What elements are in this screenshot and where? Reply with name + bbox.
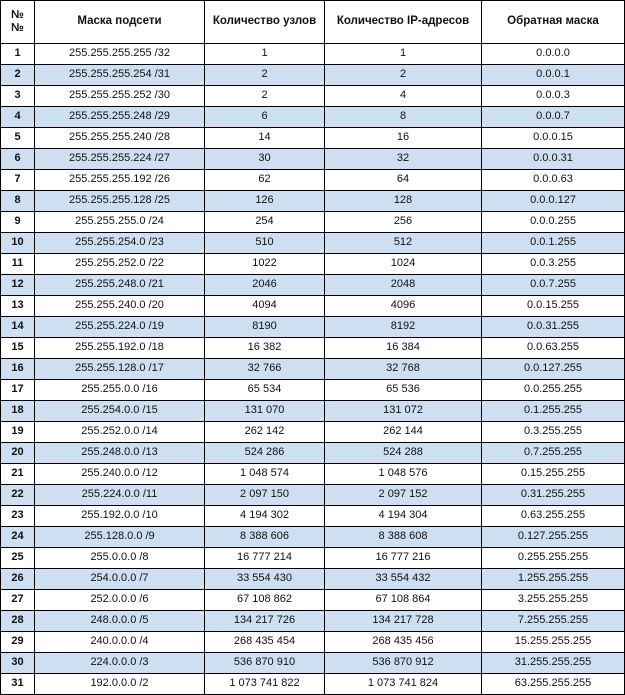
table-row <box>1 401 625 422</box>
cell-host-count: 126 <box>205 191 325 212</box>
cell-ip-count: 16 384 <box>325 338 482 359</box>
cell-ip-count: 4 <box>325 86 482 107</box>
cell-ip-count: 2 <box>325 65 482 86</box>
cell-subnet-mask: 255.255.255.240 /28 <box>35 128 205 149</box>
cell-wildcard-mask: 0.0.255.255 <box>482 380 625 401</box>
cell-host-count: 4094 <box>205 296 325 317</box>
table-row <box>1 86 625 107</box>
cell-host-count: 524 286 <box>205 443 325 464</box>
cell-ip-count: 16 <box>325 128 482 149</box>
cell-wildcard-mask: 0.0.127.255 <box>482 359 625 380</box>
cell-wildcard-mask: 0.0.0.255 <box>482 212 625 233</box>
table-body <box>1 44 625 695</box>
cell-host-count: 1022 <box>205 254 325 275</box>
table-row <box>1 191 625 212</box>
cell-subnet-mask: 252.0.0.0 /6 <box>35 590 205 611</box>
cell-wildcard-mask: 0.0.0.1 <box>482 65 625 86</box>
cell-row-number: 25 <box>1 548 35 569</box>
cell-ip-count: 2 097 152 <box>325 485 482 506</box>
table-row <box>1 590 625 611</box>
cell-row-number: 19 <box>1 422 35 443</box>
cell-ip-count: 536 870 912 <box>325 653 482 674</box>
cell-row-number: 12 <box>1 275 35 296</box>
cell-subnet-mask: 255.255.128.0 /17 <box>35 359 205 380</box>
cell-ip-count: 2048 <box>325 275 482 296</box>
cell-wildcard-mask: 0.255.255.255 <box>482 548 625 569</box>
cell-host-count: 32 766 <box>205 359 325 380</box>
cell-wildcard-mask: 0.1.255.255 <box>482 401 625 422</box>
cell-row-number: 9 <box>1 212 35 233</box>
table-header-row <box>1 1 625 44</box>
cell-subnet-mask: 255.255.248.0 /21 <box>35 275 205 296</box>
cell-host-count: 4 194 302 <box>205 506 325 527</box>
cell-host-count: 16 382 <box>205 338 325 359</box>
cell-host-count: 536 870 910 <box>205 653 325 674</box>
cell-host-count: 131 070 <box>205 401 325 422</box>
cell-ip-count: 16 777 216 <box>325 548 482 569</box>
cell-host-count: 510 <box>205 233 325 254</box>
cell-row-number: 8 <box>1 191 35 212</box>
cell-subnet-mask: 248.0.0.0 /5 <box>35 611 205 632</box>
cell-row-number: 20 <box>1 443 35 464</box>
table-row <box>1 212 625 233</box>
cell-ip-count: 32 768 <box>325 359 482 380</box>
cell-subnet-mask: 255.255.255.0 /24 <box>35 212 205 233</box>
cell-wildcard-mask: 0.127.255.255 <box>482 527 625 548</box>
cell-ip-count: 8192 <box>325 317 482 338</box>
cell-row-number: 5 <box>1 128 35 149</box>
cell-wildcard-mask: 0.0.31.255 <box>482 317 625 338</box>
cell-row-number: 23 <box>1 506 35 527</box>
cell-subnet-mask: 255.0.0.0 /8 <box>35 548 205 569</box>
cell-ip-count: 131 072 <box>325 401 482 422</box>
cell-ip-count: 67 108 864 <box>325 590 482 611</box>
cell-ip-count: 1 <box>325 44 482 65</box>
cell-wildcard-mask: 0.63.255.255 <box>482 506 625 527</box>
cell-row-number: 29 <box>1 632 35 653</box>
cell-subnet-mask: 255.224.0.0 /11 <box>35 485 205 506</box>
cell-ip-count: 33 554 432 <box>325 569 482 590</box>
cell-host-count: 1 048 574 <box>205 464 325 485</box>
cell-host-count: 6 <box>205 107 325 128</box>
column-header-wildcard-mask: Обратная маска <box>482 1 625 44</box>
cell-subnet-mask: 255.255.255.254 /31 <box>35 65 205 86</box>
cell-host-count: 16 777 214 <box>205 548 325 569</box>
column-header-ip-count: Количество IP-адресов <box>325 1 482 44</box>
cell-host-count: 33 554 430 <box>205 569 325 590</box>
cell-host-count: 8190 <box>205 317 325 338</box>
cell-subnet-mask: 255.248.0.0 /13 <box>35 443 205 464</box>
cell-ip-count: 8 388 608 <box>325 527 482 548</box>
cell-subnet-mask: 255.255.252.0 /22 <box>35 254 205 275</box>
cell-row-number: 21 <box>1 464 35 485</box>
cell-row-number: 28 <box>1 611 35 632</box>
cell-subnet-mask: 255.255.224.0 /19 <box>35 317 205 338</box>
table-row <box>1 443 625 464</box>
table-row <box>1 653 625 674</box>
cell-row-number: 10 <box>1 233 35 254</box>
table-row <box>1 569 625 590</box>
cell-wildcard-mask: 0.0.15.255 <box>482 296 625 317</box>
cell-subnet-mask: 255.128.0.0 /9 <box>35 527 205 548</box>
cell-subnet-mask: 255.255.255.128 /25 <box>35 191 205 212</box>
cell-subnet-mask: 255.255.254.0 /23 <box>35 233 205 254</box>
cell-wildcard-mask: 3.255.255.255 <box>482 590 625 611</box>
cell-host-count: 8 388 606 <box>205 527 325 548</box>
cell-row-number: 14 <box>1 317 35 338</box>
column-header-number: №№ <box>1 1 35 44</box>
cell-wildcard-mask: 0.3.255.255 <box>482 422 625 443</box>
cell-host-count: 2046 <box>205 275 325 296</box>
cell-wildcard-mask: 0.0.0.31 <box>482 149 625 170</box>
cell-wildcard-mask: 0.0.3.255 <box>482 254 625 275</box>
cell-wildcard-mask: 0.0.0.7 <box>482 107 625 128</box>
cell-host-count: 65 534 <box>205 380 325 401</box>
cell-subnet-mask: 192.0.0.0 /2 <box>35 674 205 695</box>
cell-row-number: 27 <box>1 590 35 611</box>
cell-ip-count: 268 435 456 <box>325 632 482 653</box>
cell-ip-count: 64 <box>325 170 482 191</box>
cell-ip-count: 134 217 728 <box>325 611 482 632</box>
cell-host-count: 254 <box>205 212 325 233</box>
table-row <box>1 674 625 695</box>
cell-wildcard-mask: 0.0.0.0 <box>482 44 625 65</box>
cell-wildcard-mask: 0.0.1.255 <box>482 233 625 254</box>
cell-wildcard-mask: 7.255.255.255 <box>482 611 625 632</box>
cell-subnet-mask: 255.255.255.252 /30 <box>35 86 205 107</box>
table-row <box>1 296 625 317</box>
table-row <box>1 317 625 338</box>
cell-row-number: 13 <box>1 296 35 317</box>
cell-ip-count: 524 288 <box>325 443 482 464</box>
cell-ip-count: 32 <box>325 149 482 170</box>
cell-row-number: 7 <box>1 170 35 191</box>
table-row <box>1 170 625 191</box>
table-row <box>1 548 625 569</box>
cell-ip-count: 4 194 304 <box>325 506 482 527</box>
cell-subnet-mask: 254.0.0.0 /7 <box>35 569 205 590</box>
table-row <box>1 485 625 506</box>
column-header-subnet-mask: Маска подсети <box>35 1 205 44</box>
table-row <box>1 149 625 170</box>
cell-row-number: 16 <box>1 359 35 380</box>
table-row <box>1 632 625 653</box>
cell-ip-count: 1 048 576 <box>325 464 482 485</box>
cell-wildcard-mask: 0.0.0.127 <box>482 191 625 212</box>
cell-host-count: 2 <box>205 65 325 86</box>
cell-subnet-mask: 255.255.0.0 /16 <box>35 380 205 401</box>
cell-subnet-mask: 255.255.255.224 /27 <box>35 149 205 170</box>
cell-host-count: 2 097 150 <box>205 485 325 506</box>
cell-row-number: 2 <box>1 65 35 86</box>
table-row <box>1 611 625 632</box>
cell-ip-count: 256 <box>325 212 482 233</box>
cell-wildcard-mask: 0.0.0.63 <box>482 170 625 191</box>
cell-ip-count: 512 <box>325 233 482 254</box>
table-row <box>1 338 625 359</box>
cell-host-count: 262 142 <box>205 422 325 443</box>
cell-subnet-mask: 255.255.255.192 /26 <box>35 170 205 191</box>
table-row <box>1 65 625 86</box>
cell-ip-count: 1 073 741 824 <box>325 674 482 695</box>
cell-row-number: 1 <box>1 44 35 65</box>
cell-row-number: 31 <box>1 674 35 695</box>
cell-row-number: 26 <box>1 569 35 590</box>
cell-host-count: 1 073 741 822 <box>205 674 325 695</box>
cell-wildcard-mask: 31.255.255.255 <box>482 653 625 674</box>
cell-wildcard-mask: 15.255.255.255 <box>482 632 625 653</box>
cell-subnet-mask: 224.0.0.0 /3 <box>35 653 205 674</box>
table-row <box>1 422 625 443</box>
cell-host-count: 30 <box>205 149 325 170</box>
table-row <box>1 359 625 380</box>
cell-wildcard-mask: 0.0.7.255 <box>482 275 625 296</box>
cell-host-count: 67 108 862 <box>205 590 325 611</box>
cell-row-number: 30 <box>1 653 35 674</box>
cell-ip-count: 65 536 <box>325 380 482 401</box>
table-row <box>1 380 625 401</box>
cell-row-number: 17 <box>1 380 35 401</box>
cell-subnet-mask: 240.0.0.0 /4 <box>35 632 205 653</box>
cell-row-number: 24 <box>1 527 35 548</box>
cell-wildcard-mask: 0.7.255.255 <box>482 443 625 464</box>
cell-subnet-mask: 255.240.0.0 /12 <box>35 464 205 485</box>
table-row <box>1 44 625 65</box>
cell-host-count: 134 217 726 <box>205 611 325 632</box>
cell-wildcard-mask: 0.15.255.255 <box>482 464 625 485</box>
table-row <box>1 464 625 485</box>
cell-row-number: 22 <box>1 485 35 506</box>
cell-row-number: 4 <box>1 107 35 128</box>
cell-subnet-mask: 255.255.255.248 /29 <box>35 107 205 128</box>
column-header-host-count: Количество узлов <box>205 1 325 44</box>
cell-subnet-mask: 255.255.255.255 /32 <box>35 44 205 65</box>
cell-wildcard-mask: 63.255.255.255 <box>482 674 625 695</box>
cell-row-number: 3 <box>1 86 35 107</box>
cell-ip-count: 8 <box>325 107 482 128</box>
table-row <box>1 233 625 254</box>
cell-row-number: 15 <box>1 338 35 359</box>
table-row <box>1 254 625 275</box>
cell-wildcard-mask: 1.255.255.255 <box>482 569 625 590</box>
cell-ip-count: 128 <box>325 191 482 212</box>
table-row <box>1 506 625 527</box>
cell-subnet-mask: 255.252.0.0 /14 <box>35 422 205 443</box>
cell-row-number: 6 <box>1 149 35 170</box>
table-header <box>1 1 625 44</box>
table-row <box>1 107 625 128</box>
cell-host-count: 62 <box>205 170 325 191</box>
table-row <box>1 128 625 149</box>
cell-wildcard-mask: 0.0.63.255 <box>482 338 625 359</box>
cell-wildcard-mask: 0.0.0.15 <box>482 128 625 149</box>
cell-wildcard-mask: 0.31.255.255 <box>482 485 625 506</box>
cell-host-count: 14 <box>205 128 325 149</box>
cell-host-count: 268 435 454 <box>205 632 325 653</box>
cell-wildcard-mask: 0.0.0.3 <box>482 86 625 107</box>
cell-subnet-mask: 255.254.0.0 /15 <box>35 401 205 422</box>
table-row <box>1 527 625 548</box>
cell-ip-count: 1024 <box>325 254 482 275</box>
cell-ip-count: 262 144 <box>325 422 482 443</box>
cell-host-count: 1 <box>205 44 325 65</box>
table-row <box>1 275 625 296</box>
cell-row-number: 11 <box>1 254 35 275</box>
cell-subnet-mask: 255.255.240.0 /20 <box>35 296 205 317</box>
cell-ip-count: 4096 <box>325 296 482 317</box>
cell-subnet-mask: 255.192.0.0 /10 <box>35 506 205 527</box>
cell-host-count: 2 <box>205 86 325 107</box>
cell-row-number: 18 <box>1 401 35 422</box>
cell-subnet-mask: 255.255.192.0 /18 <box>35 338 205 359</box>
